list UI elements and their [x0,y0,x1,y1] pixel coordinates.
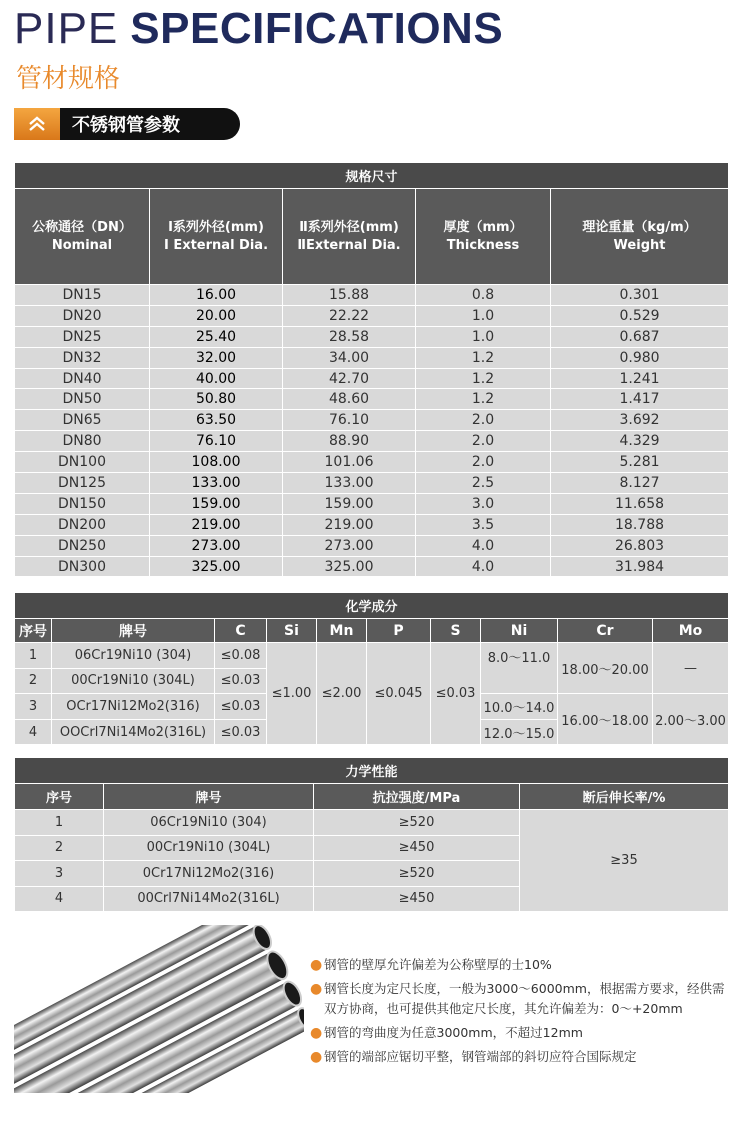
spec-series2-od: 325.00 [283,556,416,577]
spec-weight: 0.980 [551,347,729,368]
spec-weight: 31.984 [551,556,729,577]
chem-grade: 00Cr19Ni10 (304L) [52,668,215,694]
chem-col-header: Ni [481,619,558,643]
spec-nominal: DN80 [15,431,150,452]
spec-series1-od: 219.00 [150,514,283,535]
spec-thickness: 2.0 [416,431,551,452]
spec-nominal: DN15 [15,285,150,306]
steel-pipes-image [14,925,304,1093]
spec-series1-od: 76.10 [150,431,283,452]
chem-col-header: Mn [317,619,367,643]
chem-ni: 10.0～14.0 [481,694,558,720]
note-item: ● 钢管的壁厚允许偏差为公称壁厚的士10% [310,957,552,973]
table-row [15,431,729,452]
spec-series1-od: 32.00 [150,347,283,368]
bullet-icon: ● [310,1025,323,1041]
chem-col-header: Si [267,619,317,643]
table-row [15,389,729,410]
chem-c: ≤0.03 [215,694,267,720]
chem-grade: OOCrl7Ni14Mo2(316L) [52,719,215,745]
table-row [15,514,729,535]
chem-s: ≤0.03 [431,643,481,745]
spec-col-header: 理论重量（kg/m） Weight [551,189,729,285]
spec-series2-od: 28.58 [283,326,416,347]
mech-elongation: ≥35 [520,810,729,912]
spec-series2-od: 22.22 [283,305,416,326]
chem-col-header: S [431,619,481,643]
spec-series1-od: 273.00 [150,535,283,556]
spec-nominal: DN250 [15,535,150,556]
spec-weight: 0.301 [551,285,729,306]
bullet-icon: ● [310,957,323,973]
spec-weight: 0.529 [551,305,729,326]
spec-series2-od: 34.00 [283,347,416,368]
spec-weight: 18.788 [551,514,729,535]
chem-table [14,592,729,745]
table-row [15,556,729,577]
spec-series1-od: 25.40 [150,326,283,347]
table-row [15,368,729,389]
spec-series2-od: 15.88 [283,285,416,306]
bottom-section [14,925,728,1093]
spec-weight: 26.803 [551,535,729,556]
chem-no: 1 [15,643,52,669]
spec-thickness: 0.8 [416,285,551,306]
table-row [15,473,729,494]
chem-band-title: 化学成分 [15,593,729,619]
spec-series2-od: 42.70 [283,368,416,389]
chem-ni: 12.0～15.0 [481,719,558,745]
spec-series2-od: 273.00 [283,535,416,556]
chem-grade: 06Cr19Ni10 (304) [52,643,215,669]
spec-col-header: 公称通径（DN） Nominal [15,189,150,285]
spec-thickness: 3.0 [416,493,551,514]
note-item: ● 钢管长度为定尺长度，一般为3000～6000mm，根据需方要求，经供需双方协商，也可提供其他定尺长度，其允许偏差为：0～+20mm [310,981,725,1016]
table-row [15,410,729,431]
page-title [14,4,503,52]
chem-col-header: 序号 [15,619,52,643]
spec-weight: 8.127 [551,473,729,494]
table-row [15,643,729,669]
chem-grade: OCr17Ni12Mo2(316) [52,694,215,720]
spec-col-header: Ⅰ系列外径(mm) Ⅰ External Dia. [150,189,283,285]
mech-no: 2 [15,835,104,861]
spec-series1-od: 20.00 [150,305,283,326]
chem-col-header: 牌号 [52,619,215,643]
mech-tensile: ≥450 [314,835,520,861]
section-tag [14,108,240,140]
spec-series1-od: 133.00 [150,473,283,494]
spec-nominal: DN50 [15,389,150,410]
chem-cr: 16.00～18.00 [558,694,653,745]
title-bold: SPECIFICATIONS [130,4,504,53]
spec-thickness: 1.2 [416,347,551,368]
spec-series2-od: 101.06 [283,452,416,473]
spec-weight: 1.417 [551,389,729,410]
spec-thickness: 1.0 [416,326,551,347]
page-subtitle: 管材规格 [16,64,121,94]
spec-nominal: DN32 [15,347,150,368]
chem-no: 3 [15,694,52,720]
spec-thickness: 1.0 [416,305,551,326]
spec-series2-od: 159.00 [283,493,416,514]
chem-c: ≤0.08 [215,643,267,669]
chem-p: ≤0.045 [367,643,431,745]
title-light: PIPE [14,4,119,53]
chem-no: 4 [15,719,52,745]
bullet-icon: ● [310,1049,323,1065]
spec-table [14,162,729,577]
notes-list [310,955,728,1071]
mech-band-title: 力学性能 [15,758,729,784]
spec-weight: 3.692 [551,410,729,431]
spec-series2-od: 133.00 [283,473,416,494]
mech-grade: 06Cr19Ni10 (304) [104,810,314,836]
table-row [15,305,729,326]
chem-c: ≤0.03 [215,668,267,694]
chem-col-header: Cr [558,619,653,643]
table-row [15,326,729,347]
spec-thickness: 4.0 [416,556,551,577]
chem-no: 2 [15,668,52,694]
spec-series1-od: 108.00 [150,452,283,473]
spec-thickness: 4.0 [416,535,551,556]
chem-cr: 18.00～20.00 [558,643,653,694]
mech-grade: 00Cr19Ni10 (304L) [104,835,314,861]
chem-c: ≤0.03 [215,719,267,745]
chem-mo: — [653,643,729,694]
spec-series2-od: 219.00 [283,514,416,535]
spec-series1-od: 40.00 [150,368,283,389]
bullet-icon: ● [310,981,323,997]
spec-nominal: DN300 [15,556,150,577]
spec-series2-od: 88.90 [283,431,416,452]
spec-thickness: 2.0 [416,452,551,473]
spec-thickness: 1.2 [416,368,551,389]
chem-si: ≤1.00 [267,643,317,745]
spec-col-header: 厚度（mm） Thickness [416,189,551,285]
spec-nominal: DN125 [15,473,150,494]
spec-series1-od: 325.00 [150,556,283,577]
chem-ni: 8.0～11.0 [481,643,558,694]
mech-tensile: ≥520 [314,810,520,836]
spec-thickness: 2.5 [416,473,551,494]
mech-col-header: 序号 [15,784,104,810]
spec-series2-od: 76.10 [283,410,416,431]
table-row [15,452,729,473]
mech-tensile: ≥520 [314,861,520,887]
spec-weight: 4.329 [551,431,729,452]
spec-weight: 11.658 [551,493,729,514]
spec-nominal: DN40 [15,368,150,389]
spec-nominal: DN20 [15,305,150,326]
spec-nominal: DN200 [15,514,150,535]
note-item: ● 钢管的端部应锯切平整，钢管端部的斜切应符合国际规定 [310,1049,637,1065]
spec-nominal: DN25 [15,326,150,347]
spec-nominal: DN150 [15,493,150,514]
table-row [15,810,729,836]
spec-nominal: DN65 [15,410,150,431]
spec-weight: 5.281 [551,452,729,473]
table-row [15,535,729,556]
table-row [15,285,729,306]
mech-grade: 00Crl7Ni14Mo2(316L) [104,886,314,912]
double-chevron-up-icon [14,108,60,140]
spec-series1-od: 159.00 [150,493,283,514]
spec-series1-od: 63.50 [150,410,283,431]
chem-col-header: P [367,619,431,643]
spec-weight: 1.241 [551,368,729,389]
spec-col-header: Ⅱ系列外径(mm) ⅡExternal Dia. [283,189,416,285]
spec-nominal: DN100 [15,452,150,473]
chem-col-header: C [215,619,267,643]
chem-mn: ≤2.00 [317,643,367,745]
spec-series2-od: 48.60 [283,389,416,410]
mech-tensile: ≥450 [314,886,520,912]
table-row [15,347,729,368]
section-tag-label: 不锈钢管参数 [72,115,180,136]
spec-weight: 0.687 [551,326,729,347]
chem-mo: 2.00～3.00 [653,694,729,745]
spec-thickness: 3.5 [416,514,551,535]
mech-table [14,757,729,912]
mech-col-header: 抗拉强度/MPa [314,784,520,810]
spec-thickness: 2.0 [416,410,551,431]
chem-col-header: Mo [653,619,729,643]
note-item: ● 钢管的弯曲度为任意3000mm，不超过12mm [310,1025,583,1041]
mech-grade: 0Cr17Ni12Mo2(316) [104,861,314,887]
spec-series1-od: 50.80 [150,389,283,410]
spec-thickness: 1.2 [416,389,551,410]
mech-no: 1 [15,810,104,836]
spec-series1-od: 16.00 [150,285,283,306]
mech-col-header: 断后伸长率/% [520,784,729,810]
mech-no: 3 [15,861,104,887]
mech-col-header: 牌号 [104,784,314,810]
mech-no: 4 [15,886,104,912]
spec-band-title: 规格尺寸 [15,163,729,189]
table-row [15,493,729,514]
